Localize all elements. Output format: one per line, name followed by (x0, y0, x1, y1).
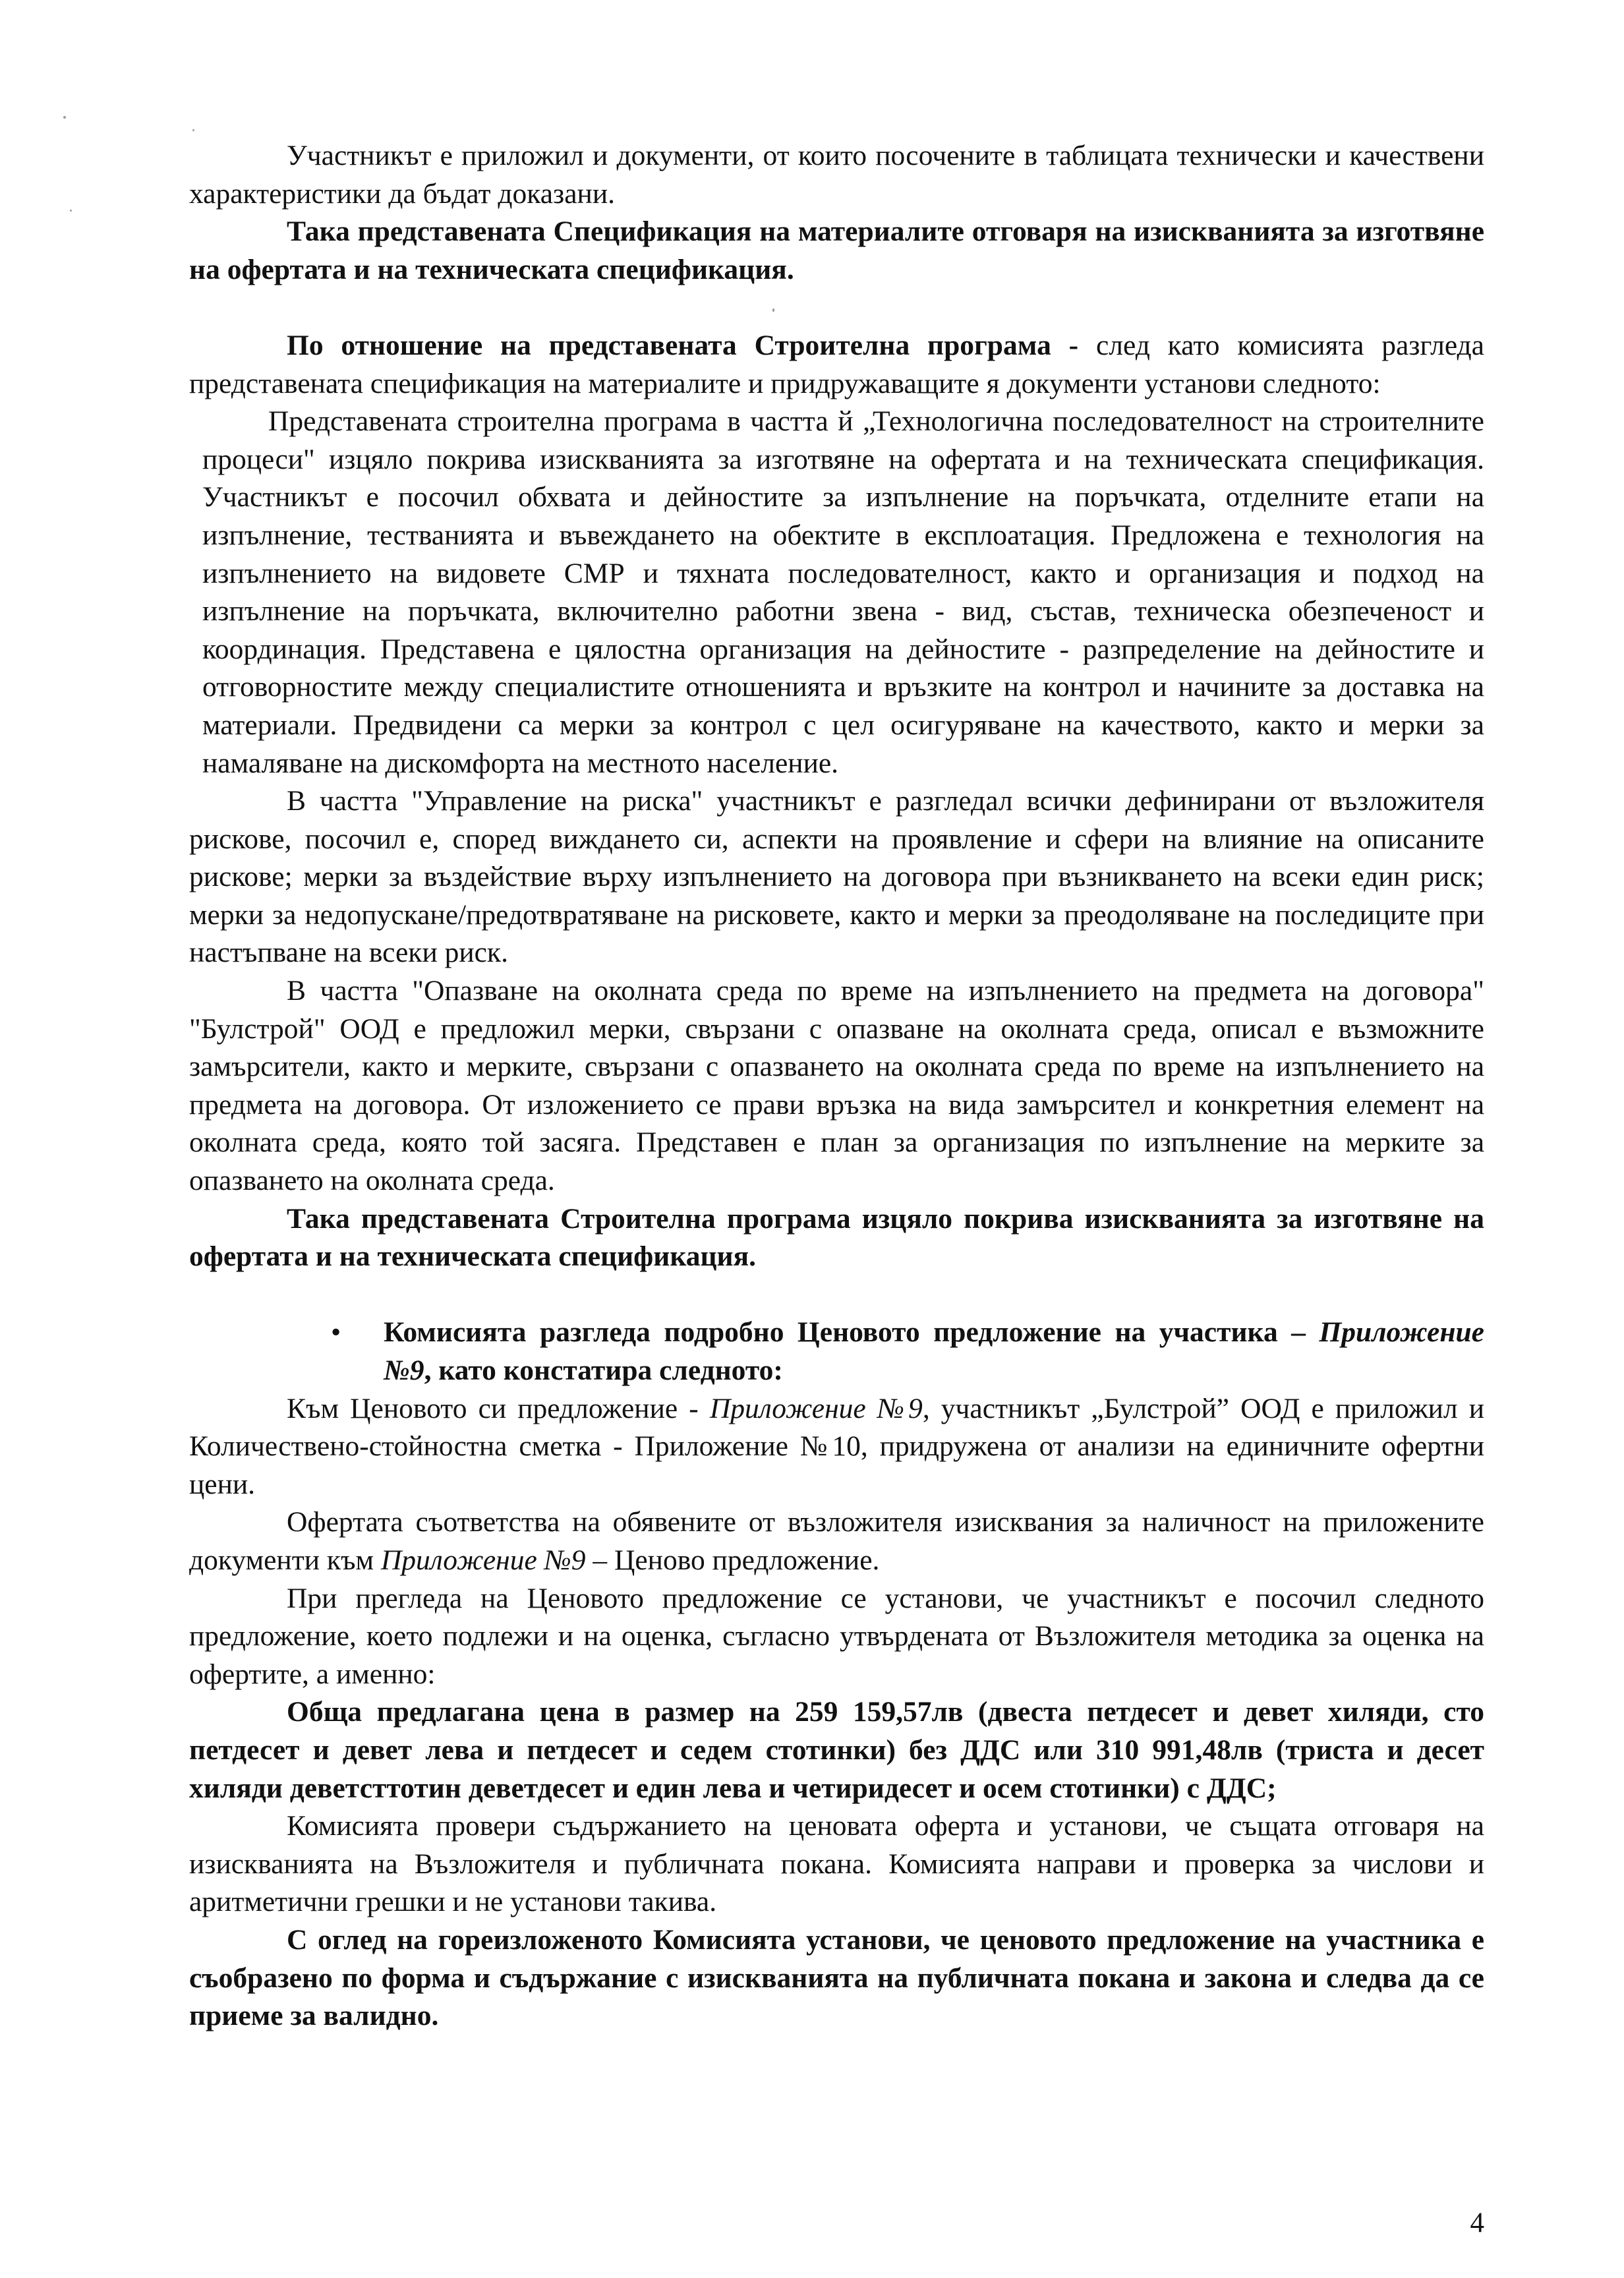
bullet-price-proposal (189, 1314, 1484, 1389)
price-attachments-appendix: Приложение №9 (709, 1392, 923, 1424)
paragraph-price-review: При прегледа на Ценовото предложение се установи, че участникът е посочил следното предложение, което подлежи и на оценка, съгласно утвърдената от Възложителя методика за оценка на офертите, а именно: (189, 1582, 1484, 1690)
paragraph-spec-conclusion: Така представената Спецификация на материалите отговаря на изискванията за изготвяне на офертата и на техническата спецификация. (189, 216, 1484, 285)
page-number: 4 (1470, 2207, 1484, 2238)
paragraph-final-conclusion: С оглед на гореизложеното Комисията установи, че ценовото предложение на участника е съобразено по форма и съдържание с изискванията на публичната покана и закона и следва да се приеме за валидно. (189, 1923, 1484, 2032)
paragraph-technological-sequence: Представената строителна програма в частта й „Технологична последователност на строителните процеси" изцяло покрива изискванията за изготвяне на офертата и на техническата спецификация. Участникът е посочил обхвата и дейностите за изпълнение на поръчката, отделните етапи на изпълнение, тестванията и въвеждането на обектите в експлоатация. Предложена е технология на изпълнението на видовете СМР и тяхната последователност, както и организация и подход на изпълнение на поръчката, включително работни звена - вид, състав, техническа обезпеченост и координация. Представена е цялостна организация на дейностите - разпределение на дейностите и отговорностите между специалистите отношенията и връзките на контрол и начините за доставка на материали. Предвидени са мерки за контрол с цел осигуряване на качеството, както и мерки за намаляване на дискомфорта на местното население. (202, 405, 1484, 779)
paragraph-environment-protection: В частта "Опазване на околната среда по време на изпълнението на предмета на договора" "Булстрой" ООД е предложил мерки, свързани с опазване на околната среда, описал е възможните замърсители, както и мерките, свързани с опазването на околната среда по време на изпълнението на предмета на договора. От изложението се прави връзка на вида замърсител и конкретния елемент на околната среда, която той засяга. Представен е план за организация по изпълнение на мерките за опазването на околната среда. (189, 975, 1484, 1197)
construction-program-details (202, 403, 1484, 782)
offer-compliance-text-b: – Ценово предложение. (585, 1544, 880, 1576)
paragraph-program-conclusion: Така представената Строителна програма изцяло покрива изискванията за изготвяне на офертата и на техническата спецификация. (189, 1202, 1484, 1273)
construction-program-heading: По отношение на представената Строителна програма - (287, 329, 1079, 361)
bullet-tail-text: , като констатира следното: (424, 1355, 783, 1386)
offer-compliance-appendix: Приложение №9 (380, 1544, 586, 1576)
paragraph-total-price: Обща предлагана цена в размер на 259 159,57лв (двеста петдесет и девет хиляди, сто петдесет и девет лева и петдесет и седем стотинки) без ДДС или 310 991,48лв (триста и десет хиляди деветсттотин деветдесет и един лева и четиридесет и осем стотинки) с ДДС; (189, 1696, 1484, 1804)
bullet-bold-text: Комисията разгледа подробно Ценовото предложение на участика – (384, 1316, 1306, 1349)
construction-program-intro-text: след като комисията разгледа представената спецификация на материалите и придружаващите я документи установи следното: (189, 329, 1484, 399)
paragraph-offer-compliance (189, 1504, 1484, 1579)
document-page (189, 137, 1484, 2035)
offer-compliance-text-a: Офертата съответства на обявените от възложителя изисквания за наличност на приложените документи към (189, 1506, 1484, 1576)
paragraph-construction-program-intro (189, 327, 1484, 403)
paragraph-risk-management: В частта "Управление на риска" участникът е разгледал всички дефинирани от възложителя рискове, посочил е, според виждането си, аспекти на проявление и сфери на влияние на описаните рискове; мерки за въздействие върху изпълнението на договора при възникването на всеки един риск; мерки за недопускане/предотвратяване на рисковете, както и мерки за преодоляване на последиците при настъпване на всеки риск. (189, 785, 1484, 969)
paragraph-price-attachments (189, 1390, 1484, 1504)
bullet-appendix-ref: Приложение №9 (384, 1316, 1484, 1386)
bullet-price-proposal-text (384, 1314, 1484, 1389)
paragraph-evidence-docs: Участникът е приложил и документи, от които посочените в таблицата технически и качествени характеристики да бъдат доказани. (189, 140, 1484, 210)
price-attachments-text-a: Към Ценовото си предложение - (287, 1392, 710, 1424)
bullet-icon: • (331, 1316, 341, 1349)
paragraph-commission-check: Комисията провери съдържанието на ценовата оферта и установи, че същата отговаря на изискванията на Възложителя и публичната покана. Комисията направи и проверка за числови и аритметични грешки и не установи такива. (189, 1810, 1484, 1918)
price-attachments-text-b: , участникът „Булстрой” ООД е приложил и Количествено-стойностна сметка - Приложение №10, придружена от анализи на единичните офертни цени. (189, 1392, 1484, 1500)
